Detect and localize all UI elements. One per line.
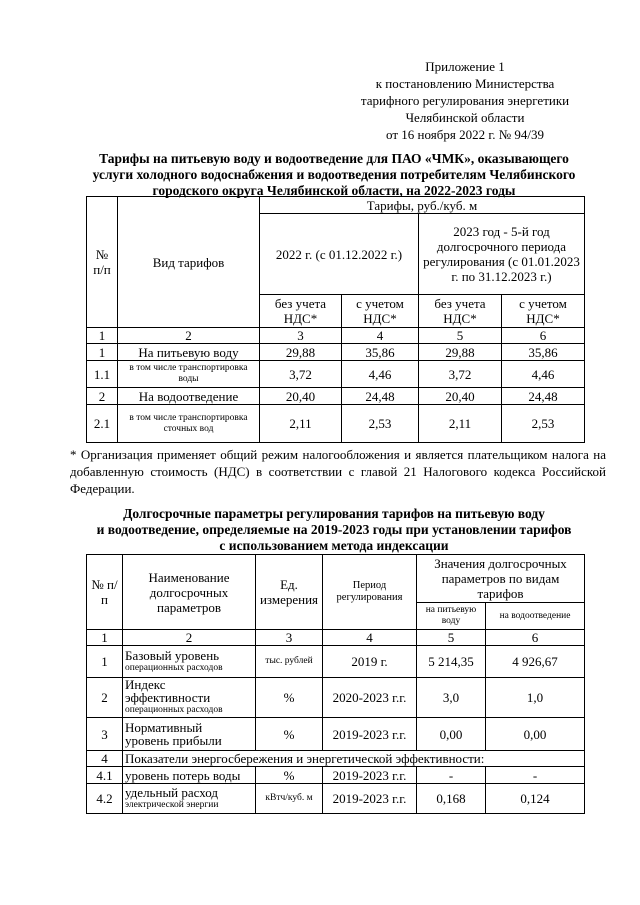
header-no-vat: без учета НДС*: [260, 295, 342, 328]
row-name: [123, 646, 256, 678]
header-period: Период регулирования: [323, 555, 417, 630]
title-line: Долгосрочные параметры регулирования тарифов на питьевую воду: [123, 506, 545, 521]
column-number: 5: [417, 630, 486, 646]
annex-block: [340, 58, 590, 143]
header-waste: на водоотведение: [486, 603, 585, 630]
row-name-main: Базовый уровень: [125, 647, 220, 663]
row-unit: кВтч/куб. м: [256, 784, 323, 814]
tariffs-table: [86, 196, 585, 443]
column-number: 1: [87, 630, 123, 646]
header-no-vat: без учета НДС*: [419, 295, 502, 328]
cell-value: 29,88: [419, 344, 502, 361]
header-tariffs: Тарифы, руб./куб. м: [260, 197, 585, 214]
row-num: 4: [87, 751, 123, 767]
annex-line: Челябинской области: [405, 110, 525, 125]
table-row: [87, 767, 585, 784]
column-number: 2: [123, 630, 256, 646]
header-water: на питьевую воду: [417, 603, 486, 630]
column-number: 3: [256, 630, 323, 646]
row-period: 2019-2023 г.г.: [323, 767, 417, 784]
table-row: [87, 678, 585, 718]
cell-value: 2,11: [419, 405, 502, 443]
row-num: 2: [87, 678, 123, 718]
table-row: [87, 344, 585, 361]
tariffs-title: [60, 151, 608, 199]
cell-value: 2,53: [502, 405, 585, 443]
header-2022: 2022 г. (с 01.12.2022 г.): [260, 214, 419, 295]
title-line: городского округа Челябинской области, на 2022-2023 годы: [152, 183, 516, 198]
table-row: [87, 361, 585, 388]
row-name: На водоотведение: [118, 388, 260, 405]
row-name-sub: уровень прибыли: [125, 733, 222, 748]
cell-value: 4,46: [502, 361, 585, 388]
row-unit: %: [256, 767, 323, 784]
row-name: [123, 678, 256, 718]
cell-waste: 0,00: [486, 718, 585, 751]
row-unit: тыс. рублей: [256, 646, 323, 678]
cell-waste: 1,0: [486, 678, 585, 718]
row-num: 2.1: [87, 405, 118, 443]
column-number: 4: [323, 630, 417, 646]
row-name: [123, 718, 256, 751]
cell-value: 29,88: [260, 344, 342, 361]
row-name: [123, 784, 256, 814]
header-unit: Ед. измерения: [256, 555, 323, 630]
row-unit: %: [256, 678, 323, 718]
cell-value: 3,72: [419, 361, 502, 388]
column-number: 2: [118, 328, 260, 344]
cell-water: -: [417, 767, 486, 784]
cell-value: 20,40: [260, 388, 342, 405]
vat-footnote: * Организация применяет общий режим налогообложения и является плательщиком налога на добавленную стоимость (НДС) в соответствии с главой 21 Налогового кодекса Российской Федерации.: [70, 447, 606, 496]
cell-value: 2,11: [260, 405, 342, 443]
cell-water: 0,168: [417, 784, 486, 814]
header-type: Вид тарифов: [118, 197, 260, 328]
cell-value: 35,86: [502, 344, 585, 361]
cell-value: 3,72: [260, 361, 342, 388]
parameters-title: [60, 506, 608, 554]
table-row: [87, 405, 585, 443]
header-2023: 2023 год - 5-й год долгосрочного периода регулирования (с 01.01.2023 г. по 31.12.2023 г.): [419, 214, 585, 295]
row-name-main: Индекс эффективности: [125, 677, 211, 705]
row-num: 1.1: [87, 361, 118, 388]
row-name-sub: электрической энергии: [125, 799, 219, 810]
table-row: [87, 784, 585, 814]
row-num: 3: [87, 718, 123, 751]
annex-line: Приложение 1: [425, 59, 505, 74]
annex-line: от 16 ноября 2022 г. № 94/39: [386, 127, 544, 142]
row-period: 2020-2023 г.г.: [323, 678, 417, 718]
cell-value: 20,40: [419, 388, 502, 405]
cell-water: 5 214,35: [417, 646, 486, 678]
row-name: уровень потерь воды: [123, 767, 256, 784]
header-vat: с учетом НДС*: [342, 295, 419, 328]
table-row: [87, 718, 585, 751]
row-name-sub: операционных расходов: [125, 662, 223, 673]
row-period: 2019-2023 г.г.: [323, 784, 417, 814]
title-line: и водоотведение, определяемые на 2019-2023 годы при установлении тарифов: [96, 522, 572, 537]
row-unit: %: [256, 718, 323, 751]
cell-value: 24,48: [502, 388, 585, 405]
cell-water: 0,00: [417, 718, 486, 751]
title-line: услуги холодного водоснабжения и водоотведения потребителям Челябинского: [92, 167, 576, 182]
row-num: 2: [87, 388, 118, 405]
row-period: 2019 г.: [323, 646, 417, 678]
row-name: в том числе транспортировка сточных вод: [118, 405, 260, 443]
header-num: № п/п: [87, 555, 123, 630]
row-num: 1: [87, 646, 123, 678]
row-period: 2019-2023 г.г.: [323, 718, 417, 751]
row-name: в том числе транспортировка воды: [118, 361, 260, 388]
row-num: 4.2: [87, 784, 123, 814]
cell-value: 24,48: [342, 388, 419, 405]
cell-waste: -: [486, 767, 585, 784]
header-values: Значения долгосрочных параметров по видам тарифов: [417, 555, 585, 603]
cell-value: 4,46: [342, 361, 419, 388]
cell-value: 2,53: [342, 405, 419, 443]
table-row: [87, 646, 585, 678]
header-name: Наименование долгосрочных параметров: [123, 555, 256, 630]
cell-value: 35,86: [342, 344, 419, 361]
column-number: 6: [502, 328, 585, 344]
cell-waste: 4 926,67: [486, 646, 585, 678]
row-name-main: удельный расход: [125, 784, 218, 800]
title-line: Тарифы на питьевую воду и водоотведение для ПАО «ЧМК», оказывающего: [99, 151, 569, 166]
row-name-main: Нормативный: [125, 720, 203, 735]
annex-line: тарифного регулирования энергетики: [360, 93, 570, 108]
row-name: На питьевую воду: [118, 344, 260, 361]
table-section-row: [87, 751, 585, 767]
column-number: 6: [486, 630, 585, 646]
column-number: 4: [342, 328, 419, 344]
parameters-table: [86, 554, 585, 814]
annex-line: к постановлению Министерства: [375, 76, 555, 91]
cell-water: 3,0: [417, 678, 486, 718]
cell-waste: 0,124: [486, 784, 585, 814]
title-line: с использованием метода индексации: [219, 538, 449, 553]
row-name-sub: операционных расходов: [125, 705, 223, 715]
column-number: 1: [87, 328, 118, 344]
section-title: Показатели энергосбережения и энергетической эффективности:: [123, 751, 585, 767]
header-num: № п/п: [87, 197, 118, 328]
column-number: 3: [260, 328, 342, 344]
row-num: 4.1: [87, 767, 123, 784]
table-row: [87, 388, 585, 405]
column-number: 5: [419, 328, 502, 344]
header-vat: с учетом НДС*: [502, 295, 585, 328]
row-num: 1: [87, 344, 118, 361]
